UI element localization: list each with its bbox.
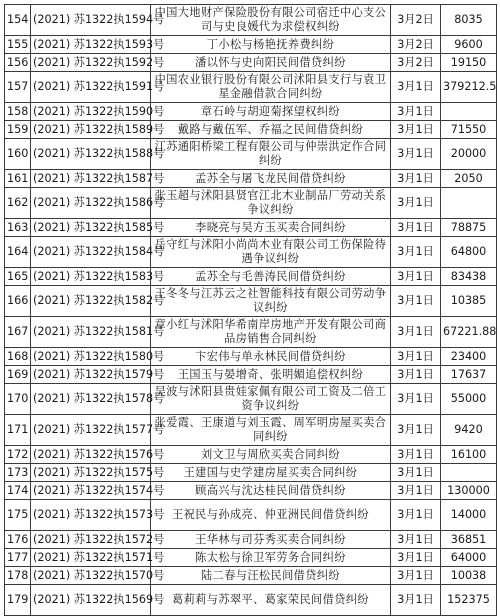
case-amount: 9420 xyxy=(441,415,497,446)
table-row xyxy=(5,531,497,549)
filing-date: 3月2日 xyxy=(391,36,441,54)
case-amount: 14000 xyxy=(441,500,497,531)
table-row xyxy=(5,139,497,170)
case-parties: 孟苏全与毛善涛民间借贷纠纷 xyxy=(151,268,391,286)
row-index: 158 xyxy=(5,103,31,121)
case-parties: 李晓亮与吴方玉买卖合同纠纷 xyxy=(151,219,391,237)
case-number: (2021) 苏1322执1587号 xyxy=(31,170,151,188)
row-index: 168 xyxy=(5,348,31,366)
case-amount: 64000 xyxy=(441,549,497,567)
row-index: 170 xyxy=(5,384,31,415)
filing-date: 3月1日 xyxy=(391,348,441,366)
case-parties: 江苏通阳桥梁工程有限公司与仲崇洪定作合同纠纷 xyxy=(151,139,391,170)
row-index: 175 xyxy=(5,500,31,531)
case-number: (2021) 苏1322执1572号 xyxy=(31,531,151,549)
table-row xyxy=(5,348,497,366)
row-index: 169 xyxy=(5,366,31,384)
case-parties: 章小红与沭阳华希南岸房地产开发有限公司商品房销售合同纠纷 xyxy=(151,317,391,348)
case-amount: 83438 xyxy=(441,268,497,286)
filing-date: 3月1日 xyxy=(391,237,441,268)
case-parties: 中国农业银行股份有限公司沭阳县支行与袁卫星金融借款合同纠纷 xyxy=(151,72,391,103)
filing-date: 3月1日 xyxy=(391,464,441,482)
case-amount: 20000 xyxy=(441,139,497,170)
case-number: (2021) 苏1322执1580号 xyxy=(31,348,151,366)
case-amount: 67221.88 xyxy=(441,317,497,348)
row-index: 165 xyxy=(5,268,31,286)
row-index: 167 xyxy=(5,317,31,348)
case-parties: 葛莉莉与苏翠平、葛家荣民间借贷纠纷 xyxy=(151,585,391,616)
filing-date: 3月1日 xyxy=(391,585,441,616)
case-parties: 戴路与戴伍军、乔福之民间借贷纠纷 xyxy=(151,121,391,139)
row-index: 154 xyxy=(5,5,31,36)
case-number: (2021) 苏1322执1582号 xyxy=(31,286,151,317)
case-number: (2021) 苏1322执1576号 xyxy=(31,446,151,464)
case-amount: 23400 xyxy=(441,348,497,366)
case-parties: 王国玉与晏增奇、张明媚追偿权纠纷 xyxy=(151,366,391,384)
case-number: (2021) 苏1322执1583号 xyxy=(31,268,151,286)
table-row xyxy=(5,188,497,219)
row-index: 162 xyxy=(5,188,31,219)
row-index: 156 xyxy=(5,54,31,72)
case-amount: 8035 xyxy=(441,5,497,36)
filing-date: 3月1日 xyxy=(391,446,441,464)
table-row xyxy=(5,415,497,446)
row-index: 179 xyxy=(5,585,31,616)
case-amount: 78875 xyxy=(441,219,497,237)
case-amount: 16100 xyxy=(441,446,497,464)
case-amount: 71550 xyxy=(441,121,497,139)
filing-date: 3月1日 xyxy=(391,482,441,500)
filing-date: 3月1日 xyxy=(391,531,441,549)
case-amount: 55000 xyxy=(441,384,497,415)
case-parties: 张玉超与沭阳县贤官江北木业制品厂劳动关系争议纠纷 xyxy=(151,188,391,219)
table-row xyxy=(5,72,497,103)
table-row xyxy=(5,500,497,531)
row-index: 166 xyxy=(5,286,31,317)
row-index: 164 xyxy=(5,237,31,268)
filing-date: 3月1日 xyxy=(391,121,441,139)
case-number: (2021) 苏1322执1585号 xyxy=(31,219,151,237)
case-parties: 顾高兴与沈达桂民间借贷纠纷 xyxy=(151,482,391,500)
case-amount xyxy=(441,103,497,121)
row-index: 177 xyxy=(5,549,31,567)
case-number: (2021) 苏1322执1579号 xyxy=(31,366,151,384)
case-number: (2021) 苏1322执1577号 xyxy=(31,415,151,446)
case-amount: 9600 xyxy=(441,36,497,54)
case-parties: 张爱霞、王康道与刘玉霞、周军明房屋买卖合同纠纷 xyxy=(151,415,391,446)
case-parties: 王祝民与孙成亮、仲亚洲民间借贷纠纷 xyxy=(151,500,391,531)
case-number: (2021) 苏1322执1569号 xyxy=(31,585,151,616)
case-parties: 卞宏伟与单永林民间借贷纠纷 xyxy=(151,348,391,366)
case-number: (2021) 苏1322执1570号 xyxy=(31,567,151,585)
table-row xyxy=(5,36,497,54)
filing-date: 3月1日 xyxy=(391,188,441,219)
case-amount: 10038 xyxy=(441,567,497,585)
case-parties: 潘以怀与史向阳民间借贷纠纷 xyxy=(151,54,391,72)
case-amount: 10385 xyxy=(441,286,497,317)
case-number: (2021) 苏1322执1590号 xyxy=(31,103,151,121)
filing-date: 3月1日 xyxy=(391,366,441,384)
case-number: (2021) 苏1322执1589号 xyxy=(31,121,151,139)
filing-date: 3月1日 xyxy=(391,415,441,446)
filing-date: 3月1日 xyxy=(391,72,441,103)
row-index: 171 xyxy=(5,415,31,446)
case-number: (2021) 苏1322执1593号 xyxy=(31,36,151,54)
case-number: (2021) 苏1322执1584号 xyxy=(31,237,151,268)
case-number: (2021) 苏1322执1581号 xyxy=(31,317,151,348)
case-parties: 孟苏全与屠飞龙民间借贷纠纷 xyxy=(151,170,391,188)
filing-date: 3月1日 xyxy=(391,139,441,170)
filing-date: 3月1日 xyxy=(391,384,441,415)
case-parties: 陆二春与汪松民间借贷纠纷 xyxy=(151,567,391,585)
case-number: (2021) 苏1322执1578号 xyxy=(31,384,151,415)
table-row xyxy=(5,366,497,384)
row-index: 174 xyxy=(5,482,31,500)
filing-date: 3月1日 xyxy=(391,170,441,188)
row-index: 160 xyxy=(5,139,31,170)
case-amount: 379212.5 xyxy=(441,72,497,103)
case-amount: 36851 xyxy=(441,531,497,549)
table-row xyxy=(5,549,497,567)
table-row xyxy=(5,268,497,286)
filing-date: 3月2日 xyxy=(391,54,441,72)
table-row xyxy=(5,5,497,36)
table-row xyxy=(5,585,497,616)
case-number: (2021) 苏1322执1571号 xyxy=(31,549,151,567)
row-index: 163 xyxy=(5,219,31,237)
row-index: 155 xyxy=(5,36,31,54)
row-index: 161 xyxy=(5,170,31,188)
table-row xyxy=(5,54,497,72)
case-number: (2021) 苏1322执1594号 xyxy=(31,5,151,36)
case-amount: 17637 xyxy=(441,366,497,384)
case-amount: 19150 xyxy=(441,54,497,72)
table-row xyxy=(5,464,497,482)
case-parties: 中国大地财产保险股份有限公司宿迁中心支公司与史良媛代为求偿权纠纷 xyxy=(151,5,391,36)
case-amount: 2050 xyxy=(441,170,497,188)
case-amount xyxy=(441,188,497,219)
case-amount: 64800 xyxy=(441,237,497,268)
filing-date: 3月1日 xyxy=(391,103,441,121)
filing-date: 3月1日 xyxy=(391,219,441,237)
case-parties: 王华林与司芬秀买卖合同纠纷 xyxy=(151,531,391,549)
filing-date: 3月1日 xyxy=(391,549,441,567)
case-number: (2021) 苏1322执1588号 xyxy=(31,139,151,170)
row-index: 157 xyxy=(5,72,31,103)
table-row xyxy=(5,121,497,139)
case-number: (2021) 苏1322执1575号 xyxy=(31,464,151,482)
case-parties: 岳守红与沭阳小尚尚木业有限公司工伤保险待遇争议纠纷 xyxy=(151,237,391,268)
case-list-table xyxy=(4,4,497,616)
filing-date: 3月2日 xyxy=(391,5,441,36)
case-number: (2021) 苏1322执1573号 xyxy=(31,500,151,531)
case-parties: 陈太松与徐卫军劳务合同纠纷 xyxy=(151,549,391,567)
case-number: (2021) 苏1322执1592号 xyxy=(31,54,151,72)
table-row xyxy=(5,567,497,585)
table-row xyxy=(5,103,497,121)
filing-date: 3月1日 xyxy=(391,317,441,348)
case-number: (2021) 苏1322执1586号 xyxy=(31,188,151,219)
case-parties: 王冬冬与江苏云之社智能科技有限公司劳动争议纠纷 xyxy=(151,286,391,317)
row-index: 178 xyxy=(5,567,31,585)
filing-date: 3月1日 xyxy=(391,567,441,585)
table-row xyxy=(5,446,497,464)
table-row xyxy=(5,170,497,188)
table-row xyxy=(5,317,497,348)
filing-date: 3月1日 xyxy=(391,268,441,286)
case-amount: 130000 xyxy=(441,482,497,500)
filing-date: 3月1日 xyxy=(391,500,441,531)
case-list-body xyxy=(5,5,497,616)
case-parties: 章石岭与胡迎菊探望权纠纷 xyxy=(151,103,391,121)
case-number: (2021) 苏1322执1574号 xyxy=(31,482,151,500)
table-row xyxy=(5,219,497,237)
table-row xyxy=(5,237,497,268)
row-index: 173 xyxy=(5,464,31,482)
case-parties: 王建国与史学建房屋买卖合同纠纷 xyxy=(151,464,391,482)
case-number: (2021) 苏1322执1591号 xyxy=(31,72,151,103)
case-amount: 152375 xyxy=(441,585,497,616)
case-parties: 丁小松与杨艳抚养费纠纷 xyxy=(151,36,391,54)
table-row xyxy=(5,482,497,500)
table-row xyxy=(5,286,497,317)
row-index: 176 xyxy=(5,531,31,549)
filing-date: 3月1日 xyxy=(391,286,441,317)
row-index: 159 xyxy=(5,121,31,139)
case-amount xyxy=(441,464,497,482)
row-index: 172 xyxy=(5,446,31,464)
table-row xyxy=(5,384,497,415)
case-parties: 吴波与沭阳县贵娃家佩有限公司工资及二倍工资争议纠纷 xyxy=(151,384,391,415)
case-parties: 刘文卫与周欣买卖合同纠纷 xyxy=(151,446,391,464)
